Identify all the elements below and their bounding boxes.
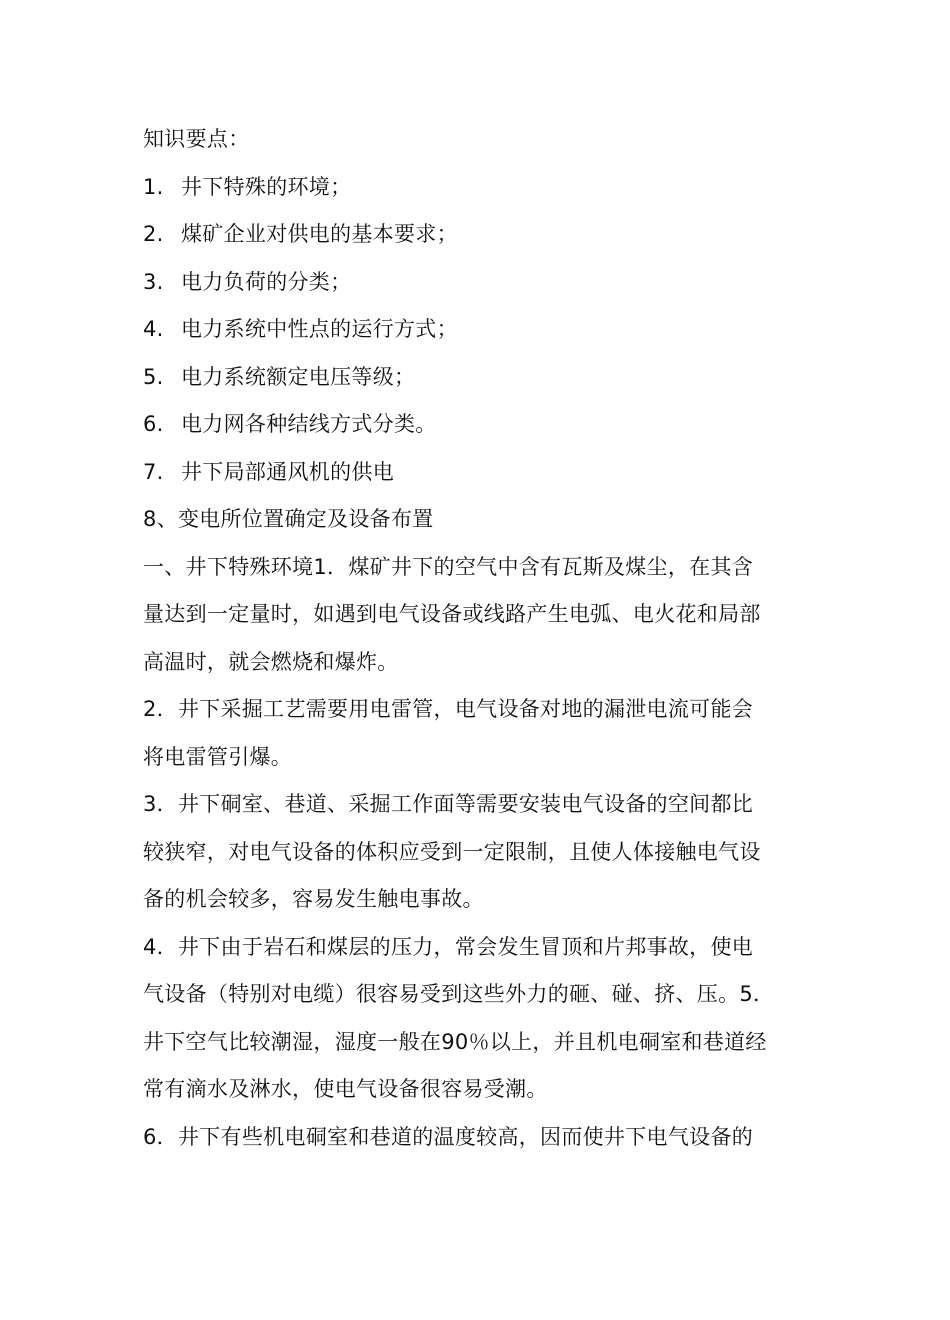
document-body xyxy=(143,116,823,1161)
list-item-number: 6. xyxy=(143,412,164,436)
list-item xyxy=(143,164,823,212)
list-item xyxy=(143,449,823,497)
list-item-text: 煤矿企业对供电的基本要求； xyxy=(181,222,458,246)
list-item-number: 5. xyxy=(143,364,164,389)
paragraph-line: 量达到一定量时，如遇到电气设备或线路产生电弧、电火花和局部 xyxy=(143,602,761,626)
list-item-text: 电力负荷的分类； xyxy=(181,269,352,294)
list-item xyxy=(143,354,823,402)
list-item-text: 电力系统额定电压等级； xyxy=(181,364,416,389)
list-item-number: 4. xyxy=(143,317,164,341)
paragraph-line: 将电雷管引爆。 xyxy=(143,744,293,769)
list-item-text: 井下特殊的环境； xyxy=(181,174,352,199)
list-item-number: 7. xyxy=(143,459,164,484)
list-item-8: 8、变电所位置确定及设备布置 xyxy=(143,507,434,531)
list-item xyxy=(143,211,823,259)
paragraph-line: 较狭窄，对电气设备的体积应受到一定限制，且使人体接触电气设 xyxy=(143,839,761,864)
list-item-number: 2. xyxy=(143,222,164,246)
list-item xyxy=(143,259,823,307)
paragraph-line: 井下空气比较潮湿，湿度一般在90％以上，并且机电硐室和巷道经 xyxy=(143,1029,767,1054)
paragraph-line: 6．井下有些机电硐室和巷道的温度较高，因而使井下电气设备的 xyxy=(143,1124,754,1149)
list-item xyxy=(143,306,823,354)
list-item xyxy=(143,401,823,449)
paragraph-line: 常有滴水及淋水，使电气设备很容易受潮。 xyxy=(143,1077,548,1101)
paragraph-line: 备的机会较多，容易发生触电事故。 xyxy=(143,887,484,911)
list-item-text: 井下局部通风机的供电 xyxy=(181,459,394,484)
paragraph-line: 2．井下采掘工艺需要用电雷管，电气设备对地的漏泄电流可能会 xyxy=(143,697,754,721)
list-item-text: 电力网各种结线方式分类。 xyxy=(181,412,437,436)
section-heading: 知识要点： xyxy=(143,127,250,151)
paragraph-line: 4．井下由于岩石和煤层的压力，常会发生冒顶和片邦事故，使电 xyxy=(143,934,754,959)
list-item-number: 1. xyxy=(143,174,164,199)
list-item-number: 3. xyxy=(143,269,164,294)
paragraph-line: 高温时，就会燃烧和爆炸。 xyxy=(143,649,399,674)
paragraph-line: 一、井下特殊环境1．煤矿井下的空气中含有瓦斯及煤尘，在其含 xyxy=(143,554,754,579)
list-item-text: 电力系统中性点的运行方式； xyxy=(181,317,458,341)
paragraph-line: 3．井下硐室、巷道、采掘工作面等需要安装电气设备的空间都比 xyxy=(143,792,754,816)
paragraph-line: 气设备（特别对电缆）很容易受到这些外力的砸、碰、挤、压。5． xyxy=(143,982,775,1006)
